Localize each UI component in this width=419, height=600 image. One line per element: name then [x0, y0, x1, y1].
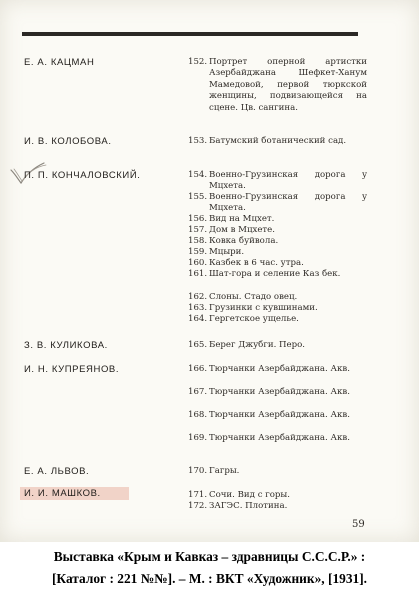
catalog-entry [188, 247, 368, 258]
entry-number: 153. [188, 136, 208, 146]
catalog-entry [188, 57, 368, 114]
entry-number: 172. [188, 501, 208, 511]
catalog-entry [188, 214, 368, 225]
caption-line-1: Выставка «Крым и Кавказ – здравницы С.С.С.Р.» : [53, 549, 366, 564]
catalog-entry [188, 236, 368, 247]
entry-title: Грузинки с кувшинами. [209, 303, 318, 313]
catalog-entry [188, 364, 368, 375]
catalog-entry [188, 192, 368, 215]
entry-title: Гагры. [209, 466, 240, 476]
catalog-entry [188, 303, 368, 314]
entry-title: Тюрчанки Азербайджана. Акв. [209, 387, 350, 397]
catalog-entry [188, 501, 368, 512]
entry-title: Казбек в 6 час. утра. [209, 258, 304, 268]
entry-title: Шат-гора и селение Каз бек. [209, 269, 341, 279]
entry-number: 163. [188, 303, 208, 313]
entry-number: 168. [188, 410, 208, 420]
entry-number: 159. [188, 247, 208, 257]
artist-name: И. В. КОЛОБОВА. [24, 136, 112, 147]
entry-title: Гергетское ущелье. [209, 314, 299, 324]
entry-number: 164. [188, 314, 208, 324]
entry-title: ЗАГЭС. Плотина. [209, 501, 288, 511]
catalog-entry [188, 170, 368, 193]
entry-number: 169. [188, 433, 208, 443]
catalog-entry [188, 433, 368, 444]
entry-number: 165. [188, 340, 208, 350]
entry-number: 157. [188, 225, 208, 235]
page-number: 59 [352, 519, 365, 530]
catalog-entry [188, 466, 368, 477]
entry-title: Ковка буйвола. [209, 236, 279, 246]
catalog-entry [188, 269, 368, 280]
entry-number: 154. [188, 170, 208, 180]
entry-title: Батумский ботанический сад. [209, 136, 347, 146]
catalog-entry [188, 490, 368, 501]
entry-title: Военно-Грузинская дорога у Мцхета. [209, 192, 367, 214]
catalog-entry [188, 314, 368, 325]
catalog-entry [188, 410, 368, 421]
entry-title: Тюрчанки Азербайджана. Акв. [209, 433, 350, 443]
catalog-entry [188, 292, 368, 303]
entry-title: Тюрчанки Азербайджана. Акв. [209, 364, 350, 374]
entry-title: Дом в Мцхете. [209, 225, 275, 235]
artist-name: И. Н. КУПРЕЯНОВ. [24, 364, 120, 375]
entry-number: 167. [188, 387, 208, 397]
entry-title: Тюрчанки Азербайджана. Акв. [209, 410, 350, 420]
catalog-entry [188, 225, 368, 236]
caption-line-2: [Каталог : 221 №№]. – М. : ВКТ «Художник», [1931]. [51, 571, 368, 586]
entry-title: Мцыри. [209, 247, 245, 257]
entry-number: 158. [188, 236, 208, 246]
entry-number: 171. [188, 490, 208, 500]
entry-title: Портрет оперной артистки Азербайджана Шефкет-Ханум Мамедовой, первой тюркской женщины, подвизающейся на сцене. Цв. сангина. [209, 57, 367, 113]
entry-title: Слоны. Стадо овец. [209, 292, 298, 302]
entry-title: Вид на Мцхет. [209, 214, 275, 224]
entry-number: 155. [188, 192, 208, 202]
artist-name: Е. А. ЛЬВОВ. [24, 466, 90, 477]
entry-number: 156. [188, 214, 208, 224]
entry-title: Берег Джубги. Перо. [209, 340, 306, 350]
entry-number: 166. [188, 364, 208, 374]
top-rule [22, 32, 358, 36]
artist-name: З. В. КУЛИКОВА. [24, 340, 108, 351]
bibliographic-caption [0, 546, 419, 590]
entry-number: 162. [188, 292, 208, 302]
catalog-entry [188, 387, 368, 398]
artist-name: П. П. КОНЧАЛОВСКИЙ. [24, 170, 141, 181]
artist-name-highlighted: И. И. МАШКОВ. [20, 487, 129, 500]
catalog-entry [188, 340, 368, 351]
entry-number: 170. [188, 466, 208, 476]
catalog-entry [188, 136, 368, 147]
entry-title: Сочи. Вид с горы. [209, 490, 290, 500]
entry-title: Военно-Грузинская дорога у Мцхета. [209, 170, 367, 192]
entry-number: 160. [188, 258, 208, 268]
artist-name: Е. А. КАЦМАН [24, 57, 95, 68]
entry-number: 152. [188, 57, 208, 67]
catalog-entry [188, 258, 368, 269]
entry-number: 161. [188, 269, 208, 279]
